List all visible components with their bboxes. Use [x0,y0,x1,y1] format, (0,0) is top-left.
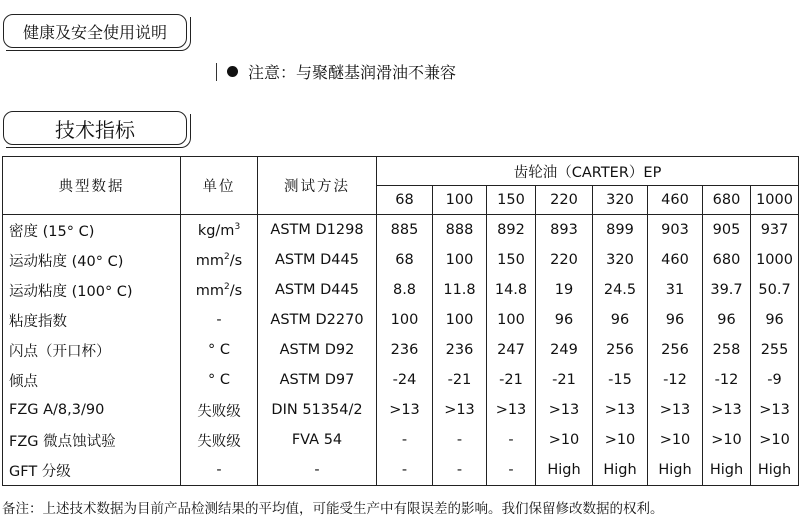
value-cell: 899 [593,215,648,246]
unit-cell [181,395,258,425]
header-unit: 单位 [181,157,258,215]
value-cell: 256 [648,335,703,365]
header-product: 齿轮油（CARTER）EP [377,157,799,186]
value-cell: High [536,455,593,486]
unit-base: kg/m [197,222,235,239]
value-cell: 893 [536,215,593,246]
value-cell: 96 [751,305,799,335]
value-cell: 96 [703,305,751,335]
value-cell: >13 [593,395,648,425]
unit-base: mm [195,282,225,299]
value-cell: - [433,455,487,486]
value-cell: 11.8 [433,275,487,305]
property-name: GFT 分级 [3,455,181,486]
property-name: 运动粘度 (40° C) [3,245,181,275]
unit-superscript: 2 [224,281,230,292]
value-cell: 100 [487,305,536,335]
value-cell: 249 [536,335,593,365]
header-property: 典型数据 [3,157,181,215]
footer-note: 备注：上述技术数据为目前产品检测结果的平均值，可能受生产中有限误差的影响。我们保留修改数据的权利。 [2,501,664,517]
unit-tail: /s [229,252,243,269]
value-cell: >13 [433,395,487,425]
value-cell: High [593,455,648,486]
table-row [3,245,799,275]
value-cell: 14.8 [487,275,536,305]
value-cell: 236 [377,335,433,365]
unit-base: - [216,312,222,328]
value-cell: -21 [487,365,536,395]
table-row [3,395,799,425]
method-cell: FVA 54 [258,425,377,455]
value-cell: 31 [648,275,703,305]
value-cell: 8.8 [377,275,433,305]
table-row [3,425,799,455]
table-row [3,215,799,246]
method-cell: - [258,455,377,486]
table-row [3,275,799,305]
property-name: 运动粘度 (100° C) [3,275,181,305]
method-cell: ASTM D2270 [258,305,377,335]
value-cell: High [751,455,799,486]
value-cell: 50.7 [751,275,799,305]
value-cell: >10 [751,425,799,455]
unit-base: - [216,462,222,478]
property-name: 密度 (15° C) [3,215,181,246]
unit-cell [181,275,258,305]
property-name: 闪点（开口杯） [3,335,181,365]
bullet-icon [227,66,238,77]
value-cell: >13 [703,395,751,425]
value-cell: 258 [703,335,751,365]
value-cell: 256 [593,335,648,365]
value-cell: 39.7 [703,275,751,305]
value-cell: >10 [536,425,593,455]
unit-cell [181,305,258,335]
unit-tail: /s [229,282,243,299]
grade-header: 100 [433,186,487,215]
value-cell: 885 [377,215,433,246]
unit-base: ° C [208,342,230,358]
grade-header: 1000 [751,186,799,215]
value-cell: 220 [536,245,593,275]
unit-base: mm [195,252,225,269]
table-row [3,305,799,335]
method-cell: ASTM D92 [258,335,377,365]
value-cell: 255 [751,335,799,365]
value-cell: -24 [377,365,433,395]
unit-base: 失败级 [197,403,241,420]
table-row [3,335,799,365]
value-cell: 680 [703,245,751,275]
value-cell: 150 [487,245,536,275]
value-cell: 100 [433,245,487,275]
unit-cell [181,425,258,455]
value-cell: -21 [433,365,487,395]
method-cell: ASTM D445 [258,245,377,275]
value-cell: 247 [487,335,536,365]
value-cell: - [377,425,433,455]
table-row [3,365,799,395]
section-title-health: 健康及安全使用说明 [3,14,187,48]
property-name: FZG A/8,3/90 [3,395,181,425]
value-cell: >13 [487,395,536,425]
value-cell: - [487,425,536,455]
value-cell: 100 [433,305,487,335]
value-cell: 937 [751,215,799,246]
property-name: 倾点 [3,365,181,395]
table-body [3,215,799,486]
divider [216,63,217,81]
value-cell: 460 [648,245,703,275]
unit-base: ° C [208,372,230,388]
value-cell: 24.5 [593,275,648,305]
value-cell: >10 [648,425,703,455]
note-text: 注意：与聚醚基润滑油不兼容 [248,63,457,82]
method-cell: ASTM D445 [258,275,377,305]
grade-header: 150 [487,186,536,215]
value-cell: - [377,455,433,486]
value-cell: >10 [703,425,751,455]
grade-header: 220 [536,186,593,215]
value-cell: 236 [433,335,487,365]
value-cell: >13 [751,395,799,425]
value-cell: High [648,455,703,486]
value-cell: >10 [593,425,648,455]
value-cell: 320 [593,245,648,275]
grade-header: 680 [703,186,751,215]
unit-cell [181,455,258,486]
unit-cell [181,365,258,395]
method-cell: DIN 51354/2 [258,395,377,425]
value-cell: -9 [751,365,799,395]
value-cell: -12 [648,365,703,395]
property-name: FZG 微点蚀试验 [3,425,181,455]
value-cell: 903 [648,215,703,246]
unit-superscript: 2 [224,251,230,262]
compatibility-note [216,60,456,83]
method-cell: ASTM D97 [258,365,377,395]
value-cell: 96 [536,305,593,335]
grade-header: 68 [377,186,433,215]
value-cell: - [487,455,536,486]
value-cell: 19 [536,275,593,305]
unit-superscript: 3 [234,221,241,232]
unit-base: 失败级 [197,433,241,450]
unit-cell [181,215,258,246]
method-cell: ASTM D1298 [258,215,377,246]
value-cell: 888 [433,215,487,246]
value-cell: 905 [703,215,751,246]
value-cell: 100 [377,305,433,335]
unit-cell [181,245,258,275]
header-method: 测试方法 [258,157,377,215]
value-cell: -15 [593,365,648,395]
value-cell: 68 [377,245,433,275]
section-title-tech: 技术指标 [3,111,187,145]
value-cell: High [703,455,751,486]
grade-header: 320 [593,186,648,215]
value-cell: >13 [377,395,433,425]
value-cell: >13 [536,395,593,425]
value-cell: -12 [703,365,751,395]
value-cell: -21 [536,365,593,395]
value-cell: 96 [593,305,648,335]
value-cell: 96 [648,305,703,335]
grade-header: 460 [648,186,703,215]
table-row [3,455,799,486]
value-cell: >13 [648,395,703,425]
value-cell: 1000 [751,245,799,275]
property-name: 粘度指数 [3,305,181,335]
spec-table [2,156,799,486]
unit-cell [181,335,258,365]
value-cell: 892 [487,215,536,246]
value-cell: - [433,425,487,455]
